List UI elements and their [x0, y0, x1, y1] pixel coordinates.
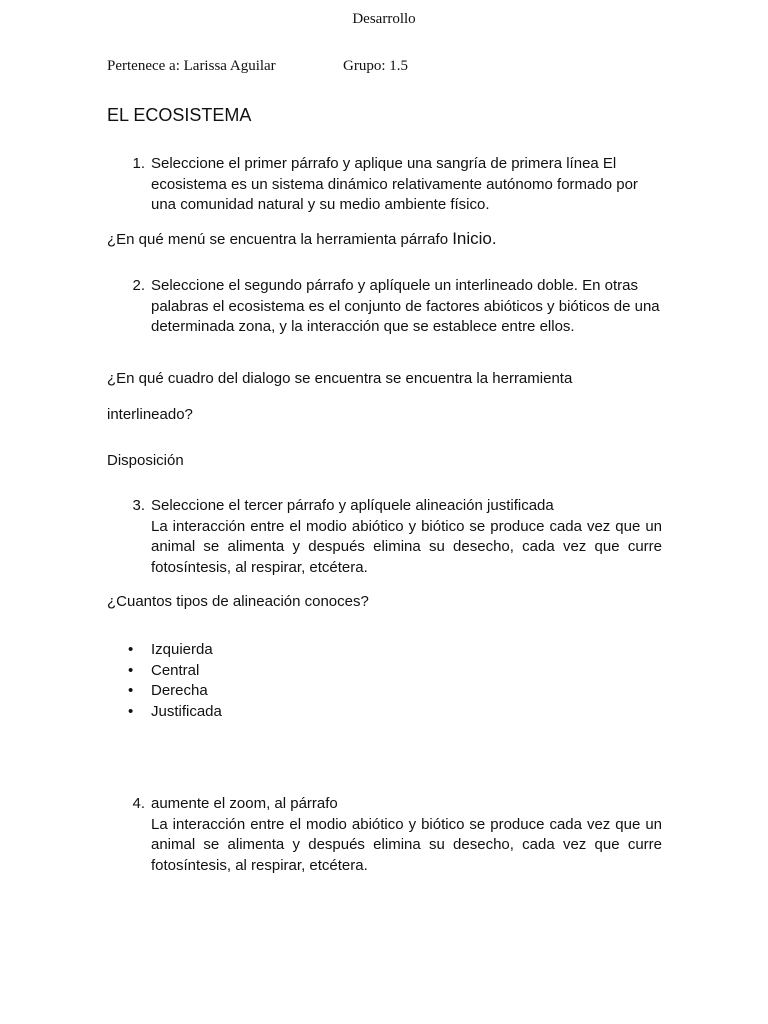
bullet-icon: •: [128, 682, 134, 699]
paragraph-line: La interacción entre el modio abiótico y biótico se produce cada vez que un: [151, 815, 662, 833]
paragraph-line: ecosistema es un sistema dinámico relativamente autónomo formado por: [151, 175, 638, 193]
list-number: 4.: [132, 795, 145, 812]
question-3: ¿Cuantos tipos de alineación conoces?: [107, 593, 369, 610]
paragraph-line: Seleccione el primer párrafo y aplique una sangría de primera línea El: [151, 155, 617, 172]
owner-label: Pertenece a: Larissa Aguilar: [107, 58, 276, 74]
list-item-3: [107, 496, 662, 578]
list-item: [107, 702, 222, 723]
list-item-1: [107, 154, 662, 216]
answer-text: Inicio.: [452, 229, 497, 248]
bullet-icon: •: [128, 641, 134, 658]
bullet-icon: •: [128, 702, 134, 720]
instruction-line: aumente el zoom, al párrafo: [151, 795, 338, 812]
paragraph-line: fotosíntesis, al respirar, etcétera.: [151, 558, 368, 576]
bullet-text: Derecha: [151, 682, 208, 699]
paragraph-line: animal se alimenta y después elimina su desecho, cada vez que curre: [151, 538, 662, 555]
bullet-text: Justificada: [151, 702, 222, 720]
paragraph-line: animal se alimenta y después elimina su desecho, cada vez que curre: [151, 836, 662, 853]
question-1: [107, 229, 497, 249]
group-label: Grupo: 1.5: [343, 58, 408, 74]
page-header-title: Desarrollo: [352, 11, 416, 27]
paragraph-line: una comunidad natural y su medio ambiente físico.: [151, 196, 490, 213]
question-2-line-2: interlineado?: [107, 406, 193, 423]
list-item: [107, 681, 222, 702]
instruction-line: Seleccione el tercer párrafo y aplíquele alineación justificada: [151, 497, 554, 514]
bullet-text: Izquierda: [151, 641, 213, 658]
list-item-2: [107, 276, 667, 338]
answer-2: Disposición: [107, 452, 184, 469]
list-number: 1.: [132, 155, 145, 172]
paragraph-line: La interacción entre el modio abiótico y biótico se produce cada vez que un: [151, 517, 662, 535]
list-number: 3.: [132, 497, 145, 514]
paragraph-line: determinada zona, y la interacción que se establece entre ellos.: [151, 318, 575, 335]
bullet-text: Central: [151, 661, 200, 679]
paragraph-line: fotosíntesis, al respirar, etcétera.: [151, 856, 368, 874]
list-item: [107, 640, 222, 661]
paragraph-line: palabras el ecosistema es el conjunto de factores abióticos y bióticos de una: [151, 297, 660, 315]
question-2-line-1: ¿En qué cuadro del dialogo se encuentra se encuentra la herramienta: [107, 370, 573, 387]
document-heading: EL ECOSISTEMA: [107, 105, 252, 125]
alignment-list: [107, 640, 222, 722]
list-item-4: [107, 794, 662, 876]
paragraph-line: Seleccione el segundo párrafo y aplíquele un interlineado doble. En otras: [151, 277, 639, 294]
list-number: 2.: [132, 277, 145, 294]
question-text: ¿En qué menú se encuentra la herramienta párrafo: [107, 231, 449, 248]
list-item: [107, 661, 222, 682]
bullet-icon: •: [128, 661, 134, 679]
